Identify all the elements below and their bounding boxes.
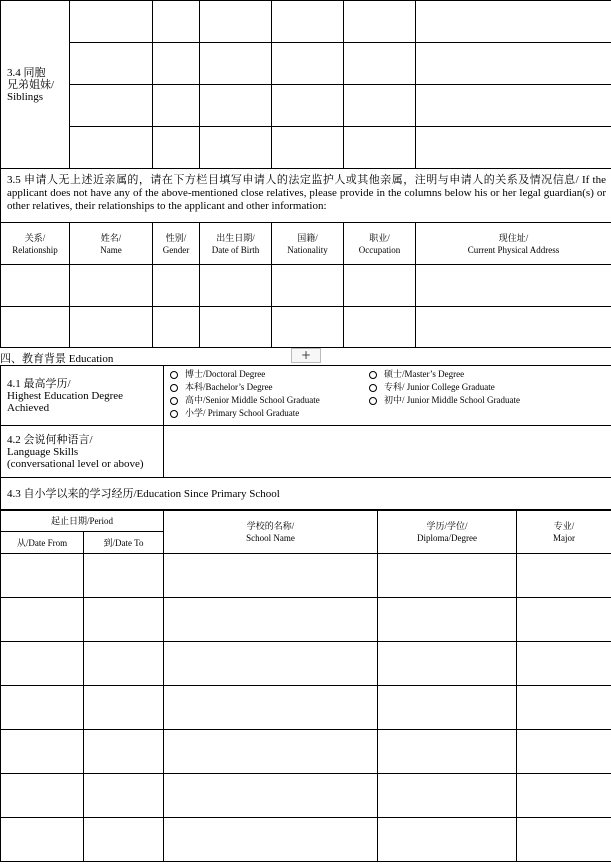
family-table [0,0,611,348]
input-cell[interactable] [272,127,344,169]
col-nationality: 国籍/ Nationality [272,223,344,265]
highest-degree-label: 4.1 最高学历/ Highest Education Degree Achieved [1,366,164,426]
input-cell[interactable] [70,85,153,127]
input-cell[interactable] [153,1,200,43]
input-cell[interactable] [200,127,272,169]
col-relationship: 关系/ Relationship [1,223,70,265]
input-cell[interactable] [378,774,517,818]
input-cell[interactable] [1,686,84,730]
input-cell[interactable] [84,774,164,818]
input-cell[interactable] [200,1,272,43]
input-cell[interactable] [272,85,344,127]
input-cell[interactable] [517,598,611,642]
input-cell[interactable] [153,43,200,85]
input-cell[interactable] [1,818,84,862]
input-cell[interactable] [153,127,200,169]
input-cell[interactable] [416,265,611,307]
input-cell[interactable] [164,818,378,862]
input-cell[interactable] [416,43,611,85]
input-cell[interactable] [164,774,378,818]
input-cell[interactable] [344,127,416,169]
input-cell[interactable] [70,307,153,348]
input-cell[interactable] [344,265,416,307]
input-cell[interactable] [84,554,164,598]
school-name-header: 学校的名称/ School Name [164,510,378,554]
input-cell[interactable] [84,818,164,862]
radio-icon [369,384,377,392]
input-cell[interactable] [164,686,378,730]
input-cell[interactable] [517,554,611,598]
input-cell[interactable] [517,730,611,774]
input-cell[interactable] [416,307,611,348]
input-cell[interactable] [517,642,611,686]
add-row-button[interactable]: + [291,348,321,363]
input-cell[interactable] [70,43,153,85]
input-cell[interactable] [200,43,272,85]
option-primary[interactable]: 小学/ Primary School Graduate [170,407,369,420]
input-cell[interactable] [416,85,611,127]
radio-icon [369,371,377,379]
input-cell[interactable] [344,43,416,85]
input-cell[interactable] [70,127,153,169]
radio-icon [170,410,178,418]
input-cell[interactable] [378,598,517,642]
radio-icon [170,397,178,405]
language-skills-label: 4.2 会说何种语言/ Language Skills (conversational level or above) [1,426,164,478]
input-cell[interactable] [272,307,344,348]
option-doctoral[interactable]: 博士/Doctoral Degree [170,368,369,381]
major-header: 专业/ Major [517,510,611,554]
input-cell[interactable] [164,598,378,642]
radio-icon [369,397,377,405]
language-skills-input[interactable] [164,426,611,478]
input-cell[interactable] [517,774,611,818]
input-cell[interactable] [84,730,164,774]
education-history-table [0,509,611,862]
input-cell[interactable] [416,1,611,43]
input-cell[interactable] [1,307,70,348]
input-cell[interactable] [1,730,84,774]
input-cell[interactable] [200,265,272,307]
input-cell[interactable] [164,642,378,686]
input-cell[interactable] [378,554,517,598]
option-junior-middle[interactable]: 初中/ Junior Middle School Graduate [369,394,520,407]
date-to-header: 到/Date To [84,532,164,554]
input-cell[interactable] [344,1,416,43]
input-cell[interactable] [416,127,611,169]
option-master[interactable]: 硕士/Master’s Degree [369,368,520,381]
input-cell[interactable] [70,1,153,43]
input-cell[interactable] [153,85,200,127]
col-gender: 性别/ Gender [153,223,200,265]
input-cell[interactable] [200,307,272,348]
input-cell[interactable] [84,642,164,686]
input-cell[interactable] [517,686,611,730]
input-cell[interactable] [378,686,517,730]
education-section-title: 四、教育背景 Education [0,353,114,365]
input-cell[interactable] [84,686,164,730]
diploma-header: 学历/学位/ Diploma/Degree [378,510,517,554]
radio-icon [170,371,178,379]
input-cell[interactable] [164,730,378,774]
input-cell[interactable] [378,642,517,686]
input-cell[interactable] [164,554,378,598]
col-occupation: 职业/ Occupation [344,223,416,265]
input-cell[interactable] [272,43,344,85]
input-cell[interactable] [344,307,416,348]
col-date-of-birth: 出生日期/ Date of Birth [200,223,272,265]
radio-icon [170,384,178,392]
option-bachelor[interactable]: 本科/Bachelor’s Degree [170,381,369,394]
date-from-header: 从/Date From [1,532,84,554]
input-cell[interactable] [153,307,200,348]
input-cell[interactable] [344,85,416,127]
input-cell[interactable] [1,774,84,818]
input-cell[interactable] [272,265,344,307]
input-cell[interactable] [378,730,517,774]
option-senior-middle[interactable]: 高中/Senior Middle School Graduate [170,394,369,407]
input-cell[interactable] [1,598,84,642]
education-history-title: 4.3 自小学以来的学习经历/Education Since Primary School [1,478,611,511]
input-cell[interactable] [272,1,344,43]
guardian-instruction: 3.5 申请人无上述近亲属的，请在下方栏目填写申请人的法定监护人或其他亲属，注明与申请人的关系及情况信息/ If the applicant does not have any of the above-mentioned close relatives, please provide in the columns below his or her legal guardian(s) or other relatives, their relationships to the applicant and other information: [1,169,611,223]
education-table [0,365,611,511]
input-cell[interactable] [517,818,611,862]
input-cell[interactable] [84,598,164,642]
input-cell[interactable] [153,265,200,307]
option-junior-college[interactable]: 专科/ Junior College Graduate [369,381,520,394]
input-cell[interactable] [378,818,517,862]
input-cell[interactable] [70,265,153,307]
input-cell[interactable] [200,85,272,127]
input-cell[interactable] [1,642,84,686]
highest-degree-options [164,366,611,426]
input-cell[interactable] [1,554,84,598]
col-address: 现住址/ Current Physical Address [416,223,611,265]
input-cell[interactable] [1,265,70,307]
siblings-label: 3.4 同胞 兄弟姐妹/ Siblings [1,1,70,169]
period-header: 起止日期/Period [1,510,164,532]
col-name: 姓名/ Name [70,223,153,265]
